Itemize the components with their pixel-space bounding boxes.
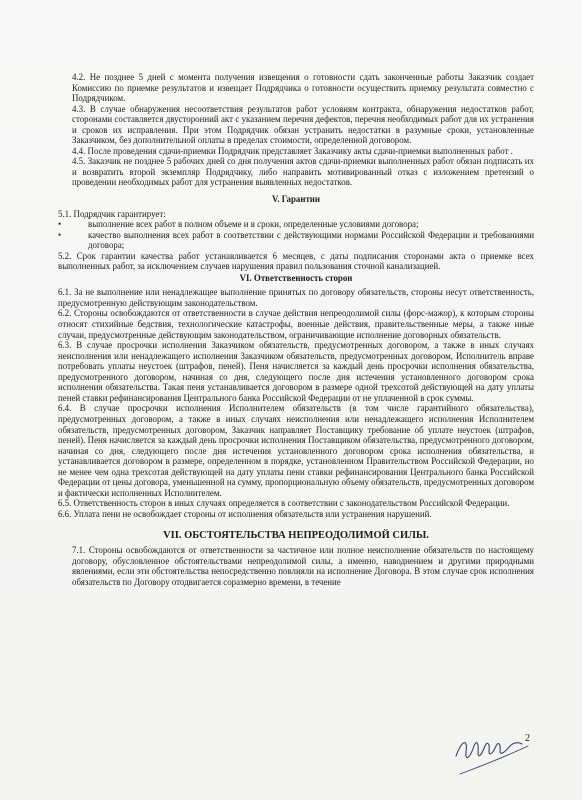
list-item bbox=[58, 230, 534, 251]
document-body bbox=[58, 72, 534, 587]
clause-6-2: 6.2. Стороны освобождаются от ответственности в случае действия непреодолимой силы (форс-мажор), к которым стороны относят стихийные бедствия, технологические катастрофы, военные действия, правительственные меры, а также иные случаи, предусмотренные действующим законодательством, ограничивающие исполнение договорных обязательств. bbox=[58, 308, 534, 340]
page-number: 2 bbox=[525, 733, 530, 744]
bullet-icon: • bbox=[58, 229, 62, 240]
clause-5-2: 5.2. Срок гарантии качества работ устанавливается 6 месяцев, с даты подписания сторонами акта о приемке всех выполненных работ, за исключением случаев нарушения правил пользования сточной канализацией. bbox=[58, 250, 534, 272]
section-heading-liability: VI. Ответственность сторон bbox=[239, 272, 353, 283]
clause-6-4: 6.4. В случае просрочки исполнения Исполнителем обязательств (в том числе гарантийного обязательства), предусмотренных договором, а также в иных случаях неисполнения или ненадлежащего исполнения Исполнителем обязательств, предусмотренных договором, Заказчик направляет Поставщику требование об уплате неустоек (штрафов, пеней). Пеня начисляется за каждый день просрочки исполнения Поставщиком обязательства, предусмотренного договором, начиная со дня, следующего после дня истечения установленного договором срока исполнения обязательства, и устанавливается договором в размере, определенном в порядке, установленном Правительством Российской Федерации, но не менее чем одна трехсотая действующей на дату уплаты пени ставки рефинансирования Центрального банка Российской Федерации от цены договора, уменьшенной на сумму, пропорциональную объему обязательств, предусмотренных договором и фактически исполненных Исполнителем. bbox=[58, 403, 534, 498]
clause-4-3: 4.3. В случае обнаружения несоответствия результатов работ условиям контракта, обнаружения недостатков работ, сторонами составляется двусторонний акт с указанием перечня дефектов, перечня необходимых работ для их устранения и сроков их исправления. При этом Подрядчик обязан устранить недостатки в разумные сроки, установленные Заказчиком, без дополнительной оплаты в пределах стоимости, определенной договором. bbox=[72, 103, 534, 146]
clause-6-1: 6.1. За не выполнение или ненадлежащее выполнение принятых по договору обязательств, стороны несут ответственность, предусмотренную действующим законодательством. bbox=[58, 287, 534, 308]
clause-4-5: 4.5. Заказчик не позднее 5 рабочих дней со дня получения актов сдачи-приемки выполненных работ обязан подписать их и возвратить второй экземпляр Подрядчику, либо направить мотивированный отказ с изложением претензий о проведении необходимых работ для устранения выявленных недостатков. bbox=[72, 156, 534, 188]
clause-6-5: 6.5. Ответственность сторон в иных случаях определяется в соответствии с законодательством Российской Федерации. bbox=[58, 498, 510, 509]
section-heading-guarantees: V. Гарантии bbox=[271, 194, 321, 205]
clause-4-2: 4.2. Не позднее 5 дней с момента получения извещения о готовности сдать законченные работы Заказчик создает Комиссию по приемке результатов и извещает Подрядчика о готовности осуществить приемку результата совместно с Подрядчиком. bbox=[72, 72, 534, 104]
clause-6-6: 6.6. Уплата пени не освобождает стороны от исполнения обязательств или устранения нарушений. bbox=[58, 508, 432, 519]
guarantee-item-1: выполнение всех работ в полном объеме и в сроки, определенные условиями договора; bbox=[88, 219, 419, 230]
clause-6-3: 6.3. В случае просрочки исполнения Заказчиком обязательств, предусмотренных договором, а также в иных случаях неисполнения или ненадлежащего исполнения Заказчиком обязательств, предусмотренных договором, Исполнитель вправе потребовать уплаты неустоек (штрафов, пеней). Пеня начисляется за каждый день просрочки исполнения обязательства, предусмотренного договором, начиная со дня, следующего после дня истечения установленного договором срока исполнения обязательства. Такая пеня устанавливается договором в размере одной трехсотой действующей на дату уплаты пеней ставки рефинансирования Центрального банка Российской Федерации от не уплаченной в срок суммы. bbox=[58, 340, 534, 403]
clause-7-1: 7.1. Стороны освобождаются от ответственности за частичное или полное неисполнение обязательств по настоящему договору, обусловленное обстоятельствами непреодолимой силы, а именно, наводнением и другими природными явлениями, если эти обстоятельства непосредственно повлияли на исполнение Договора. В этом случае срок исполнения обязательств по Договору отодвигается соразмерно времени, в течение bbox=[72, 544, 534, 587]
bullet-icon: • bbox=[58, 219, 62, 230]
clause-5-1: 5.1. Подрядчик гарантирует: bbox=[58, 208, 166, 219]
clause-4-4: 4.4. После проведения сдачи-приемки Подрядчик представляет Заказчику акты сдачи-приемки выполненных работ . bbox=[72, 145, 513, 156]
handwritten-signature bbox=[452, 722, 530, 780]
section-heading-force-majeure: VII. ОБСТОЯТЕЛЬСТВА НЕПРЕОДОЛИМОЙ СИЛЫ. bbox=[163, 530, 429, 542]
guarantee-item-2: качество выполнения всех работ в соответствии с действующими нормами Российской Федерации и требованиями договора; bbox=[88, 229, 534, 251]
list-item bbox=[58, 219, 534, 230]
